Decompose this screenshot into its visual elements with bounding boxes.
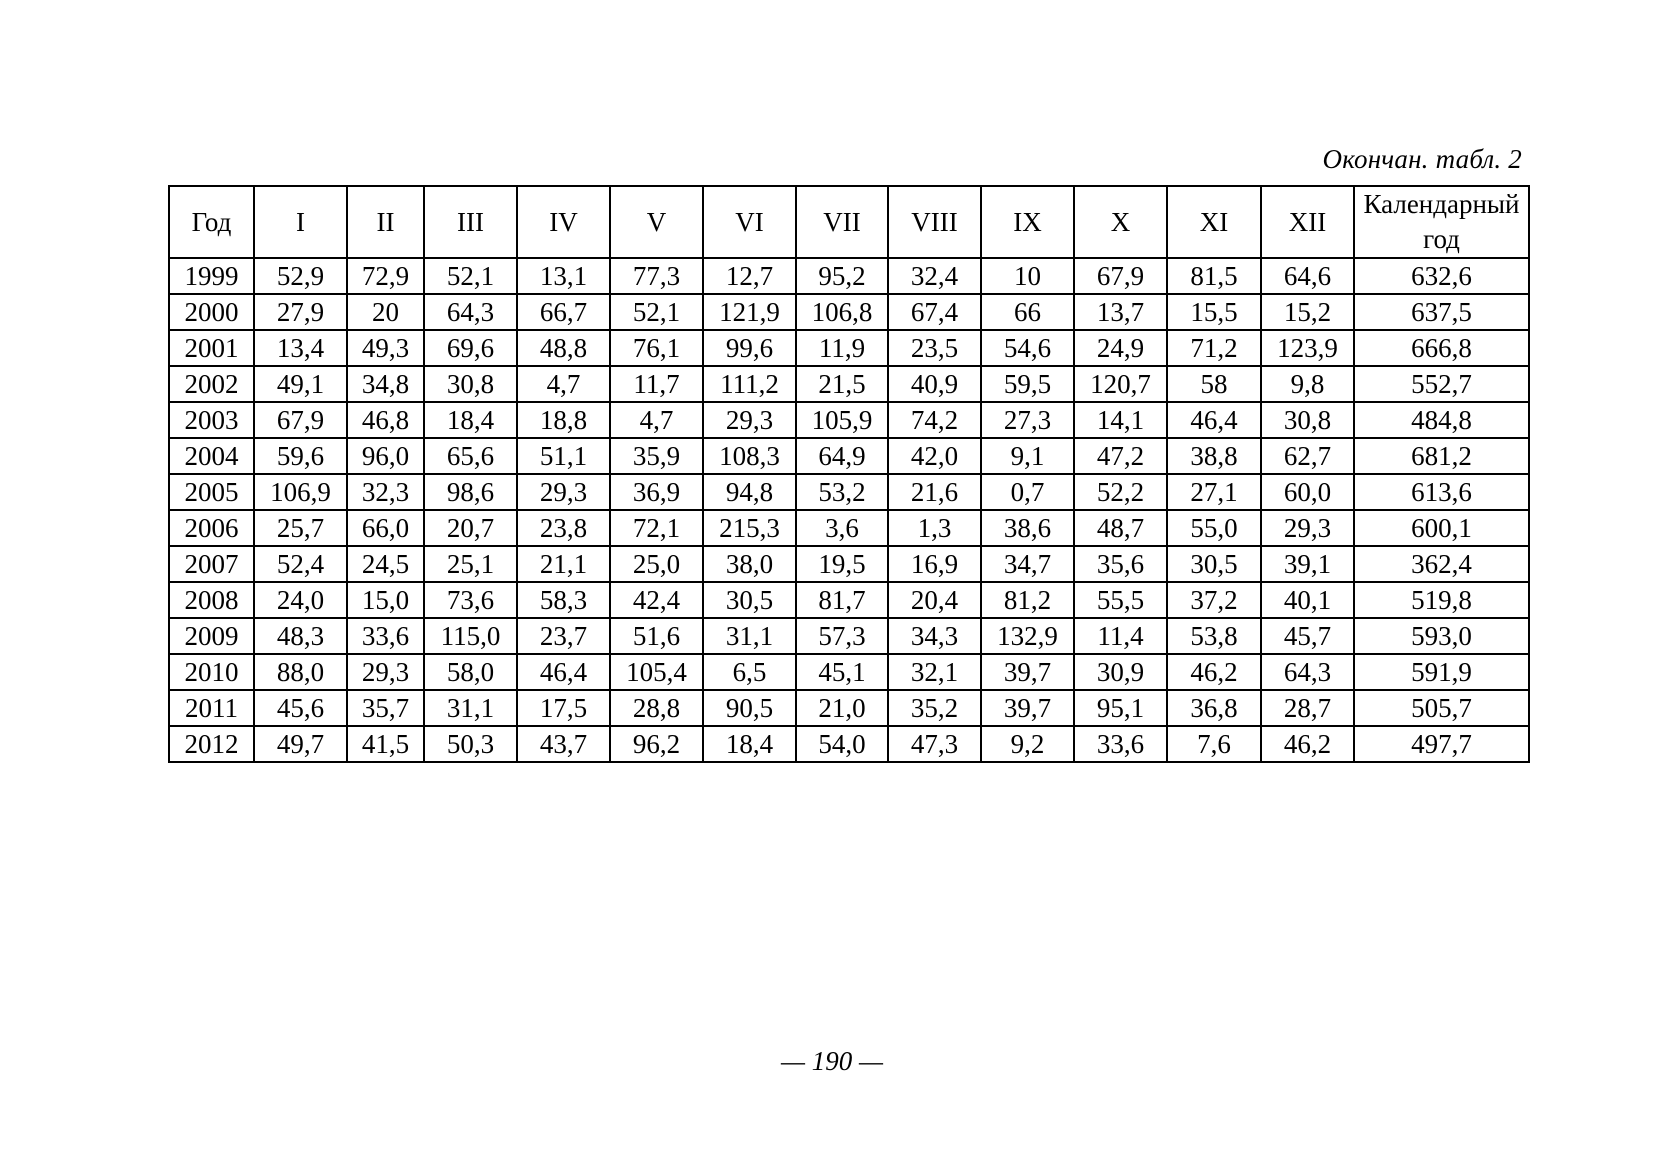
month-value-cell: 95,2 <box>796 258 888 294</box>
month-value-cell: 13,7 <box>1074 294 1167 330</box>
month-value-cell: 58,3 <box>517 582 610 618</box>
month-value-cell: 96,2 <box>610 726 703 762</box>
month-value-cell: 29,3 <box>1261 510 1354 546</box>
month-value-cell: 47,2 <box>1074 438 1167 474</box>
table-row <box>169 294 1529 330</box>
table-caption: Окончан. табл. 2 <box>1322 144 1522 174</box>
month-value-cell: 28,8 <box>610 690 703 726</box>
month-value-cell: 71,2 <box>1167 330 1261 366</box>
month-value-cell: 120,7 <box>1074 366 1167 402</box>
month-value-cell: 34,3 <box>888 618 981 654</box>
month-value-cell: 66 <box>981 294 1074 330</box>
month-value-cell: 30,8 <box>1261 402 1354 438</box>
month-value-cell: 43,7 <box>517 726 610 762</box>
month-value-cell: 9,8 <box>1261 366 1354 402</box>
month-value-cell: 24,9 <box>1074 330 1167 366</box>
month-value-cell: 106,8 <box>796 294 888 330</box>
month-value-cell: 47,3 <box>888 726 981 762</box>
header-row <box>169 186 1529 258</box>
month-value-cell: 67,9 <box>1074 258 1167 294</box>
month-value-cell: 42,0 <box>888 438 981 474</box>
table-row <box>169 690 1529 726</box>
annual-total-cell: 637,5 <box>1354 294 1529 330</box>
year-cell: 2001 <box>169 330 254 366</box>
annual-total-cell: 497,7 <box>1354 726 1529 762</box>
year-cell: 2011 <box>169 690 254 726</box>
header-cell: VII <box>796 186 888 258</box>
month-value-cell: 36,9 <box>610 474 703 510</box>
month-value-cell: 215,3 <box>703 510 796 546</box>
month-value-cell: 59,5 <box>981 366 1074 402</box>
month-value-cell: 1,3 <box>888 510 981 546</box>
month-value-cell: 96,0 <box>347 438 424 474</box>
month-value-cell: 25,0 <box>610 546 703 582</box>
month-value-cell: 55,5 <box>1074 582 1167 618</box>
month-value-cell: 54,0 <box>796 726 888 762</box>
header-cell: VI <box>703 186 796 258</box>
month-value-cell: 29,3 <box>517 474 610 510</box>
year-cell: 2012 <box>169 726 254 762</box>
month-value-cell: 121,9 <box>703 294 796 330</box>
header-cell: I <box>254 186 347 258</box>
year-cell: 2008 <box>169 582 254 618</box>
month-value-cell: 38,6 <box>981 510 1074 546</box>
year-cell: 2002 <box>169 366 254 402</box>
year-cell: 2004 <box>169 438 254 474</box>
month-value-cell: 4,7 <box>610 402 703 438</box>
month-value-cell: 35,6 <box>1074 546 1167 582</box>
month-value-cell: 60,0 <box>1261 474 1354 510</box>
month-value-cell: 64,3 <box>1261 654 1354 690</box>
month-value-cell: 72,1 <box>610 510 703 546</box>
month-value-cell: 53,8 <box>1167 618 1261 654</box>
month-value-cell: 58,0 <box>424 654 517 690</box>
month-value-cell: 34,8 <box>347 366 424 402</box>
annual-total-cell: 600,1 <box>1354 510 1529 546</box>
month-value-cell: 10 <box>981 258 1074 294</box>
month-value-cell: 51,1 <box>517 438 610 474</box>
month-value-cell: 98,6 <box>424 474 517 510</box>
month-value-cell: 88,0 <box>254 654 347 690</box>
month-value-cell: 69,6 <box>424 330 517 366</box>
table-row <box>169 438 1529 474</box>
table-row <box>169 582 1529 618</box>
annual-total-cell: 613,6 <box>1354 474 1529 510</box>
month-value-cell: 29,3 <box>703 402 796 438</box>
month-value-cell: 50,3 <box>424 726 517 762</box>
month-value-cell: 48,7 <box>1074 510 1167 546</box>
month-value-cell: 72,9 <box>347 258 424 294</box>
month-value-cell: 32,3 <box>347 474 424 510</box>
month-value-cell: 94,8 <box>703 474 796 510</box>
header-cell: III <box>424 186 517 258</box>
annual-total-cell: 681,2 <box>1354 438 1529 474</box>
month-value-cell: 9,2 <box>981 726 1074 762</box>
year-cell: 2003 <box>169 402 254 438</box>
month-value-cell: 27,1 <box>1167 474 1261 510</box>
month-value-cell: 38,0 <box>703 546 796 582</box>
table-row <box>169 258 1529 294</box>
header-cell: II <box>347 186 424 258</box>
month-value-cell: 123,9 <box>1261 330 1354 366</box>
year-cell: 2010 <box>169 654 254 690</box>
month-value-cell: 52,4 <box>254 546 347 582</box>
month-value-cell: 45,6 <box>254 690 347 726</box>
year-cell: 2009 <box>169 618 254 654</box>
month-value-cell: 46,4 <box>517 654 610 690</box>
month-value-cell: 46,4 <box>1167 402 1261 438</box>
month-value-cell: 45,7 <box>1261 618 1354 654</box>
month-value-cell: 35,9 <box>610 438 703 474</box>
month-value-cell: 21,6 <box>888 474 981 510</box>
month-value-cell: 21,1 <box>517 546 610 582</box>
month-value-cell: 11,9 <box>796 330 888 366</box>
month-value-cell: 25,7 <box>254 510 347 546</box>
month-value-cell: 24,0 <box>254 582 347 618</box>
month-value-cell: 51,6 <box>610 618 703 654</box>
month-value-cell: 67,4 <box>888 294 981 330</box>
table-row <box>169 510 1529 546</box>
month-value-cell: 21,5 <box>796 366 888 402</box>
table-row <box>169 546 1529 582</box>
table-row <box>169 402 1529 438</box>
month-value-cell: 39,7 <box>981 654 1074 690</box>
month-value-cell: 49,7 <box>254 726 347 762</box>
month-value-cell: 27,3 <box>981 402 1074 438</box>
month-value-cell: 66,7 <box>517 294 610 330</box>
header-cell: IX <box>981 186 1074 258</box>
year-cell: 1999 <box>169 258 254 294</box>
month-value-cell: 37,2 <box>1167 582 1261 618</box>
month-value-cell: 23,5 <box>888 330 981 366</box>
annual-total-cell: 484,8 <box>1354 402 1529 438</box>
month-value-cell: 7,6 <box>1167 726 1261 762</box>
month-value-cell: 64,9 <box>796 438 888 474</box>
month-value-cell: 6,5 <box>703 654 796 690</box>
month-value-cell: 108,3 <box>703 438 796 474</box>
month-value-cell: 11,4 <box>1074 618 1167 654</box>
month-value-cell: 49,1 <box>254 366 347 402</box>
annual-total-cell: 519,8 <box>1354 582 1529 618</box>
month-value-cell: 52,1 <box>424 258 517 294</box>
month-value-cell: 3,6 <box>796 510 888 546</box>
month-value-cell: 15,2 <box>1261 294 1354 330</box>
header-cell: V <box>610 186 703 258</box>
page-number: — 190 — <box>780 1046 883 1076</box>
month-value-cell: 45,1 <box>796 654 888 690</box>
month-value-cell: 48,8 <box>517 330 610 366</box>
month-value-cell: 23,7 <box>517 618 610 654</box>
month-value-cell: 34,7 <box>981 546 1074 582</box>
month-value-cell: 99,6 <box>703 330 796 366</box>
header-cell: XII <box>1261 186 1354 258</box>
year-cell: 2006 <box>169 510 254 546</box>
month-value-cell: 49,3 <box>347 330 424 366</box>
month-value-cell: 46,2 <box>1167 654 1261 690</box>
annual-total-cell: 593,0 <box>1354 618 1529 654</box>
annual-total-cell: 505,7 <box>1354 690 1529 726</box>
annual-total-cell: 632,6 <box>1354 258 1529 294</box>
month-value-cell: 90,5 <box>703 690 796 726</box>
month-value-cell: 29,3 <box>347 654 424 690</box>
annual-total-cell: 666,8 <box>1354 330 1529 366</box>
month-value-cell: 73,6 <box>424 582 517 618</box>
month-value-cell: 31,1 <box>703 618 796 654</box>
month-value-cell: 46,8 <box>347 402 424 438</box>
table-row <box>169 474 1529 510</box>
table-header <box>169 186 1529 258</box>
month-value-cell: 64,3 <box>424 294 517 330</box>
month-value-cell: 62,7 <box>1261 438 1354 474</box>
month-value-cell: 35,7 <box>347 690 424 726</box>
month-value-cell: 17,5 <box>517 690 610 726</box>
month-value-cell: 23,8 <box>517 510 610 546</box>
month-value-cell: 40,1 <box>1261 582 1354 618</box>
month-value-cell: 33,6 <box>1074 726 1167 762</box>
month-value-cell: 52,9 <box>254 258 347 294</box>
table-row <box>169 330 1529 366</box>
month-value-cell: 25,1 <box>424 546 517 582</box>
month-value-cell: 20 <box>347 294 424 330</box>
month-value-cell: 32,4 <box>888 258 981 294</box>
table-body <box>169 258 1529 762</box>
month-value-cell: 31,1 <box>424 690 517 726</box>
month-value-cell: 16,9 <box>888 546 981 582</box>
annual-total-cell: 552,7 <box>1354 366 1529 402</box>
month-value-cell: 20,4 <box>888 582 981 618</box>
table-row <box>169 726 1529 762</box>
month-value-cell: 12,7 <box>703 258 796 294</box>
month-value-cell: 18,4 <box>424 402 517 438</box>
month-value-cell: 30,9 <box>1074 654 1167 690</box>
year-cell: 2007 <box>169 546 254 582</box>
month-value-cell: 27,9 <box>254 294 347 330</box>
month-value-cell: 36,8 <box>1167 690 1261 726</box>
month-value-cell: 115,0 <box>424 618 517 654</box>
annual-total-cell: 362,4 <box>1354 546 1529 582</box>
month-value-cell: 64,6 <box>1261 258 1354 294</box>
month-value-cell: 33,6 <box>347 618 424 654</box>
month-value-cell: 46,2 <box>1261 726 1354 762</box>
month-value-cell: 65,6 <box>424 438 517 474</box>
header-cell: IV <box>517 186 610 258</box>
table-row <box>169 366 1529 402</box>
header-cell-year: Год <box>169 186 254 258</box>
month-value-cell: 54,6 <box>981 330 1074 366</box>
year-cell: 2005 <box>169 474 254 510</box>
month-value-cell: 38,8 <box>1167 438 1261 474</box>
month-value-cell: 24,5 <box>347 546 424 582</box>
month-value-cell: 41,5 <box>347 726 424 762</box>
month-value-cell: 55,0 <box>1167 510 1261 546</box>
month-value-cell: 13,1 <box>517 258 610 294</box>
month-value-cell: 74,2 <box>888 402 981 438</box>
month-value-cell: 15,0 <box>347 582 424 618</box>
month-value-cell: 106,9 <box>254 474 347 510</box>
month-value-cell: 48,3 <box>254 618 347 654</box>
month-value-cell: 40,9 <box>888 366 981 402</box>
header-cell: VIII <box>888 186 981 258</box>
month-value-cell: 21,0 <box>796 690 888 726</box>
month-value-cell: 42,4 <box>610 582 703 618</box>
month-value-cell: 20,7 <box>424 510 517 546</box>
month-value-cell: 53,2 <box>796 474 888 510</box>
month-value-cell: 52,2 <box>1074 474 1167 510</box>
month-value-cell: 81,5 <box>1167 258 1261 294</box>
month-value-cell: 4,7 <box>517 366 610 402</box>
month-value-cell: 13,4 <box>254 330 347 366</box>
month-value-cell: 14,1 <box>1074 402 1167 438</box>
month-value-cell: 19,5 <box>796 546 888 582</box>
year-cell: 2000 <box>169 294 254 330</box>
month-value-cell: 132,9 <box>981 618 1074 654</box>
month-value-cell: 32,1 <box>888 654 981 690</box>
month-value-cell: 57,3 <box>796 618 888 654</box>
month-value-cell: 11,7 <box>610 366 703 402</box>
header-cell: XI <box>1167 186 1261 258</box>
annual-total-cell: 591,9 <box>1354 654 1529 690</box>
month-value-cell: 76,1 <box>610 330 703 366</box>
month-value-cell: 35,2 <box>888 690 981 726</box>
month-value-cell: 52,1 <box>610 294 703 330</box>
month-value-cell: 39,1 <box>1261 546 1354 582</box>
month-value-cell: 67,9 <box>254 402 347 438</box>
month-value-cell: 66,0 <box>347 510 424 546</box>
month-value-cell: 77,3 <box>610 258 703 294</box>
month-value-cell: 18,8 <box>517 402 610 438</box>
month-value-cell: 58 <box>1167 366 1261 402</box>
month-value-cell: 30,8 <box>424 366 517 402</box>
month-value-cell: 105,4 <box>610 654 703 690</box>
month-value-cell: 18,4 <box>703 726 796 762</box>
month-value-cell: 0,7 <box>981 474 1074 510</box>
table-row <box>169 618 1529 654</box>
month-value-cell: 59,6 <box>254 438 347 474</box>
month-value-cell: 30,5 <box>1167 546 1261 582</box>
month-value-cell: 95,1 <box>1074 690 1167 726</box>
month-value-cell: 9,1 <box>981 438 1074 474</box>
month-value-cell: 81,2 <box>981 582 1074 618</box>
table-row <box>169 654 1529 690</box>
precipitation-table <box>168 185 1530 763</box>
header-cell: X <box>1074 186 1167 258</box>
month-value-cell: 39,7 <box>981 690 1074 726</box>
month-value-cell: 81,7 <box>796 582 888 618</box>
month-value-cell: 30,5 <box>703 582 796 618</box>
month-value-cell: 105,9 <box>796 402 888 438</box>
header-cell: Календарный год <box>1354 186 1529 258</box>
month-value-cell: 15,5 <box>1167 294 1261 330</box>
month-value-cell: 111,2 <box>703 366 796 402</box>
month-value-cell: 28,7 <box>1261 690 1354 726</box>
